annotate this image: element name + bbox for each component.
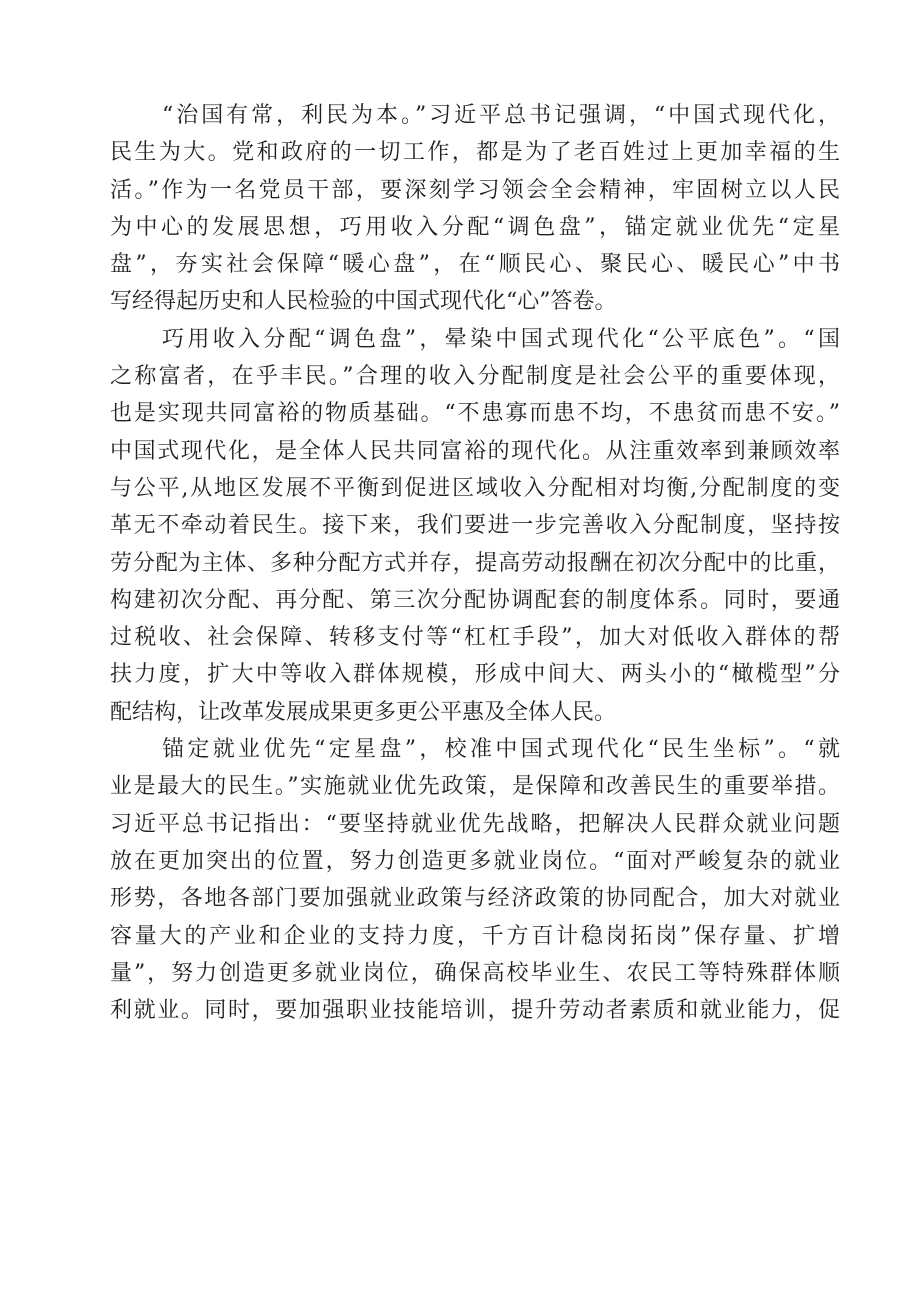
paragraph-2-line-6: 革无不牵动着民生。接下来，我们要进一步完善收入分配制度，坚持按	[110, 513, 840, 539]
paragraph-1-line-5: 盘”，夯实社会保障“暖心盘”，在“顺民心、聚民心、暖民心”中书	[110, 252, 840, 278]
paragraph-3-line-6: 容量大的产业和企业的支持力度，千方百计稳岗拓岗”保存量、扩增	[110, 923, 840, 949]
paragraph-1-line-2: 民生为大。党和政府的一切工作，都是为了老百姓过上更加幸福的生	[110, 140, 840, 166]
paragraph-3-line-5: 形势，各地各部门要加强就业政策与经济政策的协同配合，加大对就业	[110, 886, 840, 912]
paragraph-3-line-4: 放在更加突出的位置，努力创造更多就业岗位。“面对严峻复杂的就业	[110, 848, 840, 874]
paragraph-2-line-7: 劳分配为主体、多种分配方式并存，提高劳动报酬在初次分配中的比重，	[110, 550, 840, 576]
paragraph-3-line-1: 锚定就业优先“定星盘”，校准中国式现代化“民生坐标”。“就	[162, 737, 840, 763]
paragraph-3-line-7: 量”，努力创造更多就业岗位，确保高校毕业生、农民工等特殊群体顺	[110, 960, 840, 986]
paragraph-1-line-4: 为中心的发展思想，巧用收入分配“调色盘”，锚定就业优先“定星	[110, 214, 840, 240]
paragraph-1-line-3: 活。”作为一名党员干部，要深刻学习领会全会精神，牢固树立以人民	[110, 177, 840, 203]
paragraph-3-line-2: 业是最大的民生。”实施就业优先政策，是保障和改善民生的重要举措。	[110, 774, 840, 800]
paragraph-1-line-1: “治国有常，利民为本。”习近平总书记强调，“中国式现代化，	[162, 103, 840, 128]
paragraph-2-line-10: 扶力度，扩大中等收入群体规模，形成中间大、两头小的“橄榄型”分	[110, 662, 840, 688]
paragraph-2-line-5: 与公平,从地区发展不平衡到促进区域收入分配相对均衡,分配制度的变	[110, 475, 840, 501]
paragraph-2-line-4: 中国式现代化，是全体人民共同富裕的现代化。从注重效率到兼顾效率	[110, 438, 840, 464]
paragraph-2-line-2: 之称富者，在乎丰民。”合理的收入分配制度是社会公平的重要体现，	[110, 364, 840, 390]
paragraph-2-line-8: 构建初次分配、再分配、第三次分配协调配套的制度体系。同时，要通	[110, 587, 840, 613]
paragraph-2-line-1: 巧用收入分配“调色盘”，晕染中国式现代化“公平底色”。“国	[162, 326, 840, 352]
article-body	[110, 97, 840, 1029]
paragraph-2-line-11: 配结构，让改革发展成果更多更公平惠及全体人民。	[110, 699, 617, 725]
paragraph-1-line-6: 写经得起历史和人民检验的中国式现代化“心”答卷。	[110, 289, 617, 315]
paragraph-2-line-3: 也是实现共同富裕的物质基础。“不患寡而患不均，不患贫而患不安。”	[110, 401, 840, 427]
paragraph-2-line-9: 过税收、社会保障、转移支付等“杠杠手段”，加大对低收入群体的帮	[110, 625, 840, 651]
paragraph-3-line-3: 习近平总书记指出：“要坚持就业优先战略，把解决人民群众就业问题	[110, 811, 840, 837]
paragraph-3-line-8: 利就业。同时，要加强职业技能培训，提升劳动者素质和就业能力，促	[110, 998, 840, 1024]
